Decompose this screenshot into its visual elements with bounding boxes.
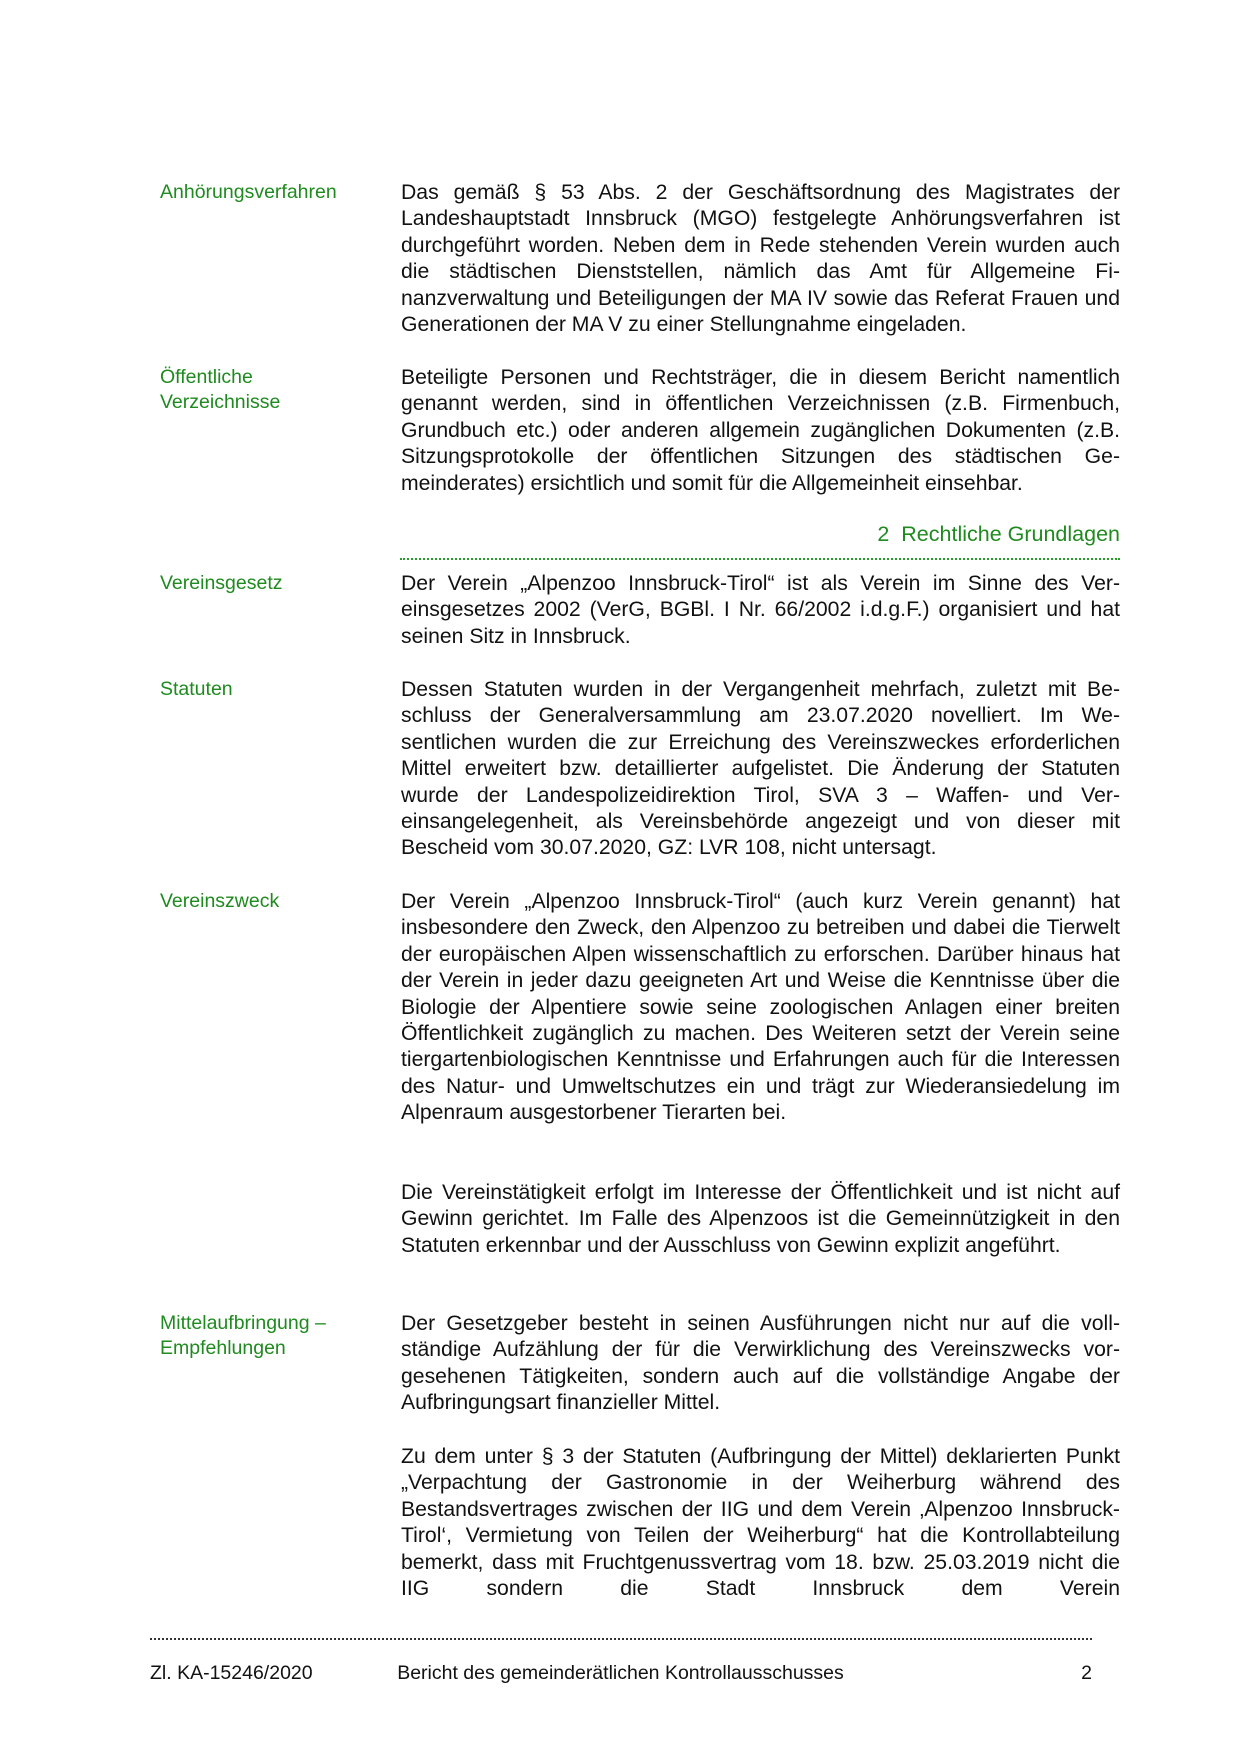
sidebar-label: Vereinszweck bbox=[160, 890, 280, 912]
paragraph: Der Verein „Alpenzoo Innsbruck-Tirol“ ist als Verein im Sinne des Vereinsgesetzes 2002 (VerG, BGBl. I Nr. 66/2002 i.d.g.F.) organisiert und hat seinen Sitz in Innsbruck. bbox=[401, 572, 1120, 648]
page-number: 2 bbox=[1081, 1662, 1092, 1684]
paragraph: Beteiligte Personen und Rechtsträger, die in diesem Bericht namentlich genannt werden, sind in öffentlichen Verzeichnissen (z.B. Firmenbuch, Grundbuch etc.) oder anderen allgemein zugänglichen Dokumenten (z.B. Sitzungsprotokolle der öffentlichen Sitzungen des städtischen Gemeinderates) ersichtlich und somit für die Allgemeinheit einsehbar. bbox=[401, 366, 1120, 495]
paragraph: Das gemäß § 53 Abs. 2 der Geschäftsordnung des Magistrates der Landeshauptstadt Innsbruck (MGO) festgelegte Anhörungsverfahren ist durchgeführt worden. Neben dem in Rede stehenden Verein wurden auch die städtischen Dienststellen, nämlich das Amt für Allgemeine Finanzverwaltung und Beteiligungen der MA IV sowie das Referat Frauen und Generationen der MA V zu einer Stellungnahme eingeladen. bbox=[401, 181, 1120, 337]
paragraph: Der Verein „Alpenzoo Innsbruck-Tirol“ (auch kurz Verein genannt) hat insbesondere den Zweck, den Alpenzoo zu betreiben und dabei die Tierwelt der europäischen Alpen wissenschaftlich zu erforschen. Darüber hinaus hat der Verein in jeder dazu geeigneten Art und Weise die Kenntnisse über die Biologie der Alpentiere sowie seine zoologischen Anlagen einer breiten Öffentlichkeit zugänglich zu machen. Des Weiteren setzt der Verein seine tiergartenbiologischen Kenntnisse und Erfahrungen auch für die Interessen des Natur- und Umweltschutzes ein und trägt zur Wiederansiedelung im Alpenraum ausgestorbener Tierarten bei. bbox=[401, 890, 1120, 1125]
section-heading bbox=[400, 520, 1120, 560]
footer-reference: Zl. KA-15246/2020 bbox=[150, 1662, 313, 1684]
sidebar-label: Mittelaufbringung – Empfehlungen bbox=[160, 1312, 326, 1359]
footer-report-title: Bericht des gemeinderätlichen Kontrollausschusses bbox=[397, 1662, 844, 1684]
heading-title: Rechtliche Grundlagen bbox=[901, 522, 1120, 546]
sidebar-label: Vereinsgesetz bbox=[160, 572, 283, 594]
sidebar-label: Anhörungsverfahren bbox=[160, 181, 337, 203]
sidebar-label: Öffentliche Verzeichnisse bbox=[160, 366, 281, 413]
footer-divider bbox=[150, 1638, 1092, 1640]
paragraph: Dessen Statuten wurden in der Vergangenheit mehrfach, zuletzt mit Beschluss der Generalversammlung am 23.07.2020 novelliert. Im Wesentlichen wurden die zur Erreichung des Vereinszweckes erforderlichen Mittel erweitert bzw. detaillierter aufgelistet. Die Änderung der Statuten wurde der Landespolizeidirektion Tirol, SVA 3 – Waffen- und Vereinsangelegenheit, als Vereinsbehörde angezeigt und von dieser mit Bescheid vom 30.07.2020, GZ: LVR 108, nicht untersagt. bbox=[401, 678, 1120, 860]
paragraph: Die Vereinstätigkeit erfolgt im Interesse der Öffentlichkeit und ist nicht auf Gewinn gerichtet. Im Falle des Alpenzoos ist die Gemeinnützigkeit in den Statuten erkennbar und der Ausschluss von Gewinn explizit angeführt. bbox=[401, 1181, 1120, 1257]
sidebar-label: Statuten bbox=[160, 678, 233, 700]
heading-number: 2 bbox=[877, 522, 890, 546]
paragraph: Der Gesetzgeber besteht in seinen Ausführungen nicht nur auf die vollständige Aufzählung der für die Verwirklichung des Vereinszwecks vorgesehenen Tätigkeiten, sondern auch auf die vollständige Angabe der Aufbringungsart finanzieller Mittel. bbox=[401, 1312, 1120, 1415]
paragraph: Zu dem unter § 3 der Statuten (Aufbringung der Mittel) deklarierten Punkt „Verpachtung der Gastronomie in der Weiherburg während des Bestandsvertrages zwischen der IIG und dem Verein ‚Alpenzoo Innsbruck-Tirol‘, Vermietung von Teilen der Weiherburg“ hat die Kontrollabteilung bemerkt, dass mit Fruchtgenussvertrag vom 18. bzw. 25.03.2019 nicht die IIG sondern die Stadt Innsbruck dem Verein bbox=[401, 1445, 1120, 1601]
